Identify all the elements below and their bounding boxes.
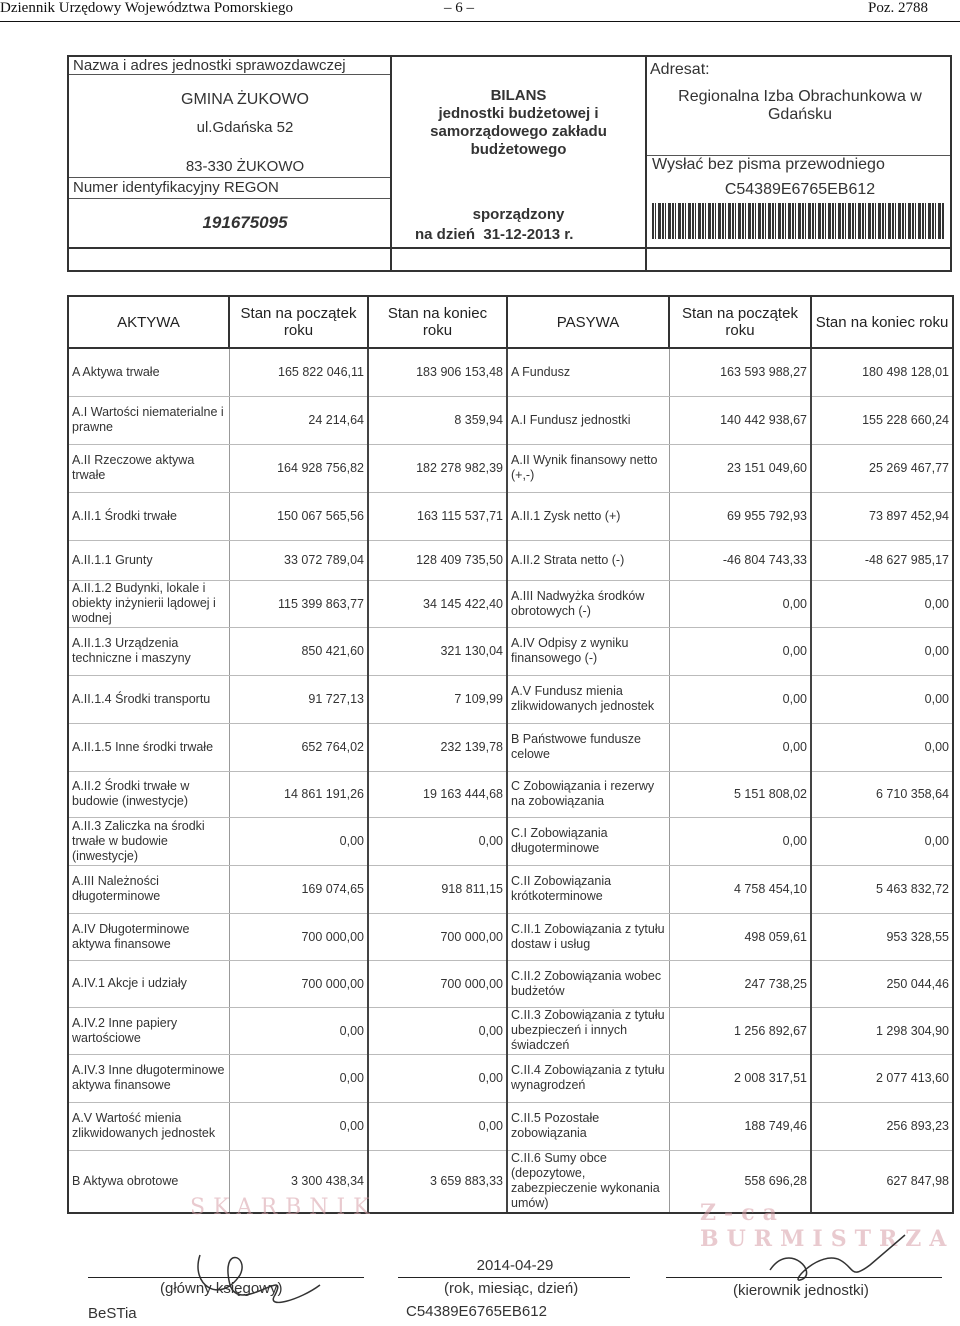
unit-label-rule bbox=[69, 74, 390, 75]
title-line-2: jednostki budżetowej i bbox=[438, 105, 599, 122]
table-row bbox=[68, 771, 953, 817]
liability-end: 25 269 467,77 bbox=[811, 444, 953, 492]
asset-name: A.IV.2 Inne papiery wartościowe bbox=[68, 1007, 229, 1054]
asset-start: 91 727,13 bbox=[229, 675, 368, 723]
table-row bbox=[68, 960, 953, 1007]
asset-start: 0,00 bbox=[229, 1102, 368, 1150]
liability-end: 0,00 bbox=[811, 723, 953, 771]
manager-label: (kierownik jednostki) bbox=[733, 1282, 869, 1299]
regon-value: 191675095 bbox=[202, 213, 288, 232]
asset-name: A.II.1.1 Grunty bbox=[68, 540, 229, 580]
liability-name: A Fundusz bbox=[507, 348, 669, 396]
asset-name: A.I Wartości niematerialne i prawne bbox=[68, 396, 229, 444]
liability-end: 0,00 bbox=[811, 675, 953, 723]
table-row bbox=[68, 492, 953, 540]
send-note: Wysłać bez pisma przewodniego bbox=[652, 156, 885, 173]
asset-name: A.V Wartość mienia zlikwidowanych jednostek bbox=[68, 1102, 229, 1150]
liability-name: A.IV Odpisy z wyniku finansowego (-) bbox=[507, 627, 669, 675]
asset-name: A.II.1.2 Budynki, lokale i obiekty inżynierii lądowej i wodnej bbox=[68, 580, 229, 627]
asset-name: A.II.2 Środki trwałe w budowie (inwestycje) bbox=[68, 771, 229, 817]
header-bottom-rule bbox=[69, 247, 950, 249]
report-title bbox=[392, 87, 645, 159]
asset-start: 169 074,65 bbox=[229, 865, 368, 913]
page-number: – 6 – bbox=[444, 0, 474, 16]
header-divider-2 bbox=[645, 55, 647, 272]
asset-start: 700 000,00 bbox=[229, 960, 368, 1007]
liability-name: A.V Fundusz mienia zlikwidowanych jednostek bbox=[507, 675, 669, 723]
manager-signature bbox=[760, 1230, 920, 1290]
asset-start: 3 300 438,34 bbox=[229, 1150, 368, 1213]
asset-name: A.II.1.5 Inne środki trwałe bbox=[68, 723, 229, 771]
prepared-label: sporządzony bbox=[472, 206, 565, 223]
asset-end: 0,00 bbox=[368, 1054, 507, 1102]
liability-start: -46 804 743,33 bbox=[669, 540, 811, 580]
liability-start: 247 738,25 bbox=[669, 960, 811, 1007]
liability-start: 5 151 808,02 bbox=[669, 771, 811, 817]
liability-end: 73 897 452,94 bbox=[811, 492, 953, 540]
asset-name: B Aktywa obrotowe bbox=[68, 1150, 229, 1213]
accountant-label: (główny księgowy) bbox=[160, 1280, 283, 1297]
asset-name: A.II.1.3 Urządzenia techniczne i maszyny bbox=[68, 627, 229, 675]
asset-end: 182 278 982,39 bbox=[368, 444, 507, 492]
addressee-label: Adresat: bbox=[650, 61, 710, 78]
table-header-row bbox=[68, 296, 953, 348]
liability-name: A.II Wynik finansowy netto (+,-) bbox=[507, 444, 669, 492]
unit-name: GMINA ŻUKOWO bbox=[181, 91, 309, 108]
regon-label: Numer identyfikacyjny REGON bbox=[73, 179, 279, 196]
col-assets: AKTYWA bbox=[68, 296, 229, 348]
regon-rule bbox=[69, 198, 390, 199]
asset-end: 918 811,15 bbox=[368, 865, 507, 913]
asset-end: 163 115 537,71 bbox=[368, 492, 507, 540]
liability-start: 4 758 454,10 bbox=[669, 865, 811, 913]
table-row bbox=[68, 348, 953, 396]
addressee-line-1: Regionalna Izba Obrachunkowa w bbox=[678, 88, 922, 105]
asset-start: 165 822 046,11 bbox=[229, 348, 368, 396]
liability-name: C Zobowiązania i rezerwy na zobowiązania bbox=[507, 771, 669, 817]
unit-street: ul.Gdańska 52 bbox=[196, 119, 294, 136]
table-row bbox=[68, 913, 953, 960]
stamp-mayor: Z-ca BURMISTRZA bbox=[700, 1200, 955, 1252]
addressee-line-2: Gdańsku bbox=[767, 106, 833, 123]
table-row bbox=[68, 1102, 953, 1150]
unit-postal: 83-330 ŻUKOWO bbox=[185, 158, 305, 175]
asset-end: 3 659 883,33 bbox=[368, 1150, 507, 1213]
asset-name: A.II.1.4 Środki transportu bbox=[68, 675, 229, 723]
table-row bbox=[68, 1007, 953, 1054]
liability-name: C.II.5 Pozostałe zobowiązania bbox=[507, 1102, 669, 1150]
asset-name: A.III Należności długoterminowe bbox=[68, 865, 229, 913]
date-caption: (rok, miesiąc, dzień) bbox=[444, 1280, 579, 1297]
asset-start: 164 928 756,82 bbox=[229, 444, 368, 492]
asset-end: 19 163 444,68 bbox=[368, 771, 507, 817]
liability-start: 558 696,28 bbox=[669, 1150, 811, 1213]
table-row bbox=[68, 723, 953, 771]
liability-start: 69 955 792,93 bbox=[669, 492, 811, 540]
table-row bbox=[68, 580, 953, 627]
liability-name: B Państwowe fundusze celowe bbox=[507, 723, 669, 771]
sigline-manager bbox=[666, 1277, 942, 1278]
asset-end: 34 145 422,40 bbox=[368, 580, 507, 627]
table-row bbox=[68, 444, 953, 492]
asset-start: 115 399 863,77 bbox=[229, 580, 368, 627]
liability-name: C.II.2 Zobowiązania wobec budżetów bbox=[507, 960, 669, 1007]
liability-end: 0,00 bbox=[811, 627, 953, 675]
sigline-accountant bbox=[88, 1277, 364, 1278]
liability-end: 0,00 bbox=[811, 817, 953, 865]
asset-end: 0,00 bbox=[368, 817, 507, 865]
liability-start: 1 256 892,67 bbox=[669, 1007, 811, 1054]
liability-end: 256 893,23 bbox=[811, 1102, 953, 1150]
table-row bbox=[68, 675, 953, 723]
asset-start: 0,00 bbox=[229, 1007, 368, 1054]
liability-end: 953 328,55 bbox=[811, 913, 953, 960]
asset-start: 24 214,64 bbox=[229, 396, 368, 444]
title-line-1: BILANS bbox=[490, 87, 547, 104]
document-code: C54389E6765EB612 bbox=[724, 181, 876, 198]
liability-name: A.II.1 Zysk netto (+) bbox=[507, 492, 669, 540]
unit-regon-rule bbox=[69, 177, 390, 178]
sigline-date bbox=[398, 1277, 630, 1278]
liability-name: C.II.1 Zobowiązania z tytułu dostaw i usług bbox=[507, 913, 669, 960]
col-liabilities-end: Stan na koniec roku bbox=[811, 296, 953, 348]
col-liabilities: PASYWA bbox=[507, 296, 669, 348]
liability-end: 180 498 128,01 bbox=[811, 348, 953, 396]
liability-name: C.I Zobowiązania długoterminowe bbox=[507, 817, 669, 865]
asset-name: A.II Rzeczowe aktywa trwałe bbox=[68, 444, 229, 492]
liability-name: A.II.2 Strata netto (-) bbox=[507, 540, 669, 580]
table-row bbox=[68, 540, 953, 580]
asset-start: 14 861 191,26 bbox=[229, 771, 368, 817]
software-name: BeSTia bbox=[88, 1305, 137, 1322]
col-assets-start: Stan na początek roku bbox=[229, 296, 368, 348]
asset-start: 0,00 bbox=[229, 1054, 368, 1102]
liability-end: 0,00 bbox=[811, 580, 953, 627]
asset-name: A.II.1 Środki trwałe bbox=[68, 492, 229, 540]
liability-name: C.II.3 Zobowiązania z tytułu ubezpieczeń i innych świadczeń bbox=[507, 1007, 669, 1054]
liability-start: 0,00 bbox=[669, 627, 811, 675]
asset-end: 232 139,78 bbox=[368, 723, 507, 771]
liability-start: 498 059,61 bbox=[669, 913, 811, 960]
balance-table bbox=[67, 295, 954, 1214]
position-number: Poz. 2788 bbox=[868, 0, 928, 16]
table-row bbox=[68, 817, 953, 865]
asset-start: 33 072 789,04 bbox=[229, 540, 368, 580]
report-date bbox=[415, 226, 573, 243]
table-row bbox=[68, 396, 953, 444]
liability-start: 0,00 bbox=[669, 580, 811, 627]
signing-date: 2014-04-29 bbox=[476, 1257, 554, 1274]
date-value: 31-12-2013 r. bbox=[483, 226, 574, 243]
liability-name: C.II.6 Sumy obce (depozytowe, zabezpieczenie wykonania umów) bbox=[507, 1150, 669, 1213]
liability-end: -48 627 985,17 bbox=[811, 540, 953, 580]
header-rule bbox=[0, 21, 960, 22]
asset-end: 321 130,04 bbox=[368, 627, 507, 675]
liability-name: C.II.4 Zobowiązania z tytułu wynagrodzeń bbox=[507, 1054, 669, 1102]
liability-start: 0,00 bbox=[669, 723, 811, 771]
liability-end: 627 847,98 bbox=[811, 1150, 953, 1213]
asset-name: A.IV Długoterminowe aktywa finansowe bbox=[68, 913, 229, 960]
asset-end: 8 359,94 bbox=[368, 396, 507, 444]
asset-start: 0,00 bbox=[229, 817, 368, 865]
asset-end: 128 409 735,50 bbox=[368, 540, 507, 580]
asset-name: A Aktywa trwałe bbox=[68, 348, 229, 396]
liability-start: 163 593 988,27 bbox=[669, 348, 811, 396]
asset-end: 700 000,00 bbox=[368, 960, 507, 1007]
asset-end: 7 109,99 bbox=[368, 675, 507, 723]
col-liabilities-start: Stan na początek roku bbox=[669, 296, 811, 348]
asset-start: 150 067 565,56 bbox=[229, 492, 368, 540]
table-row bbox=[68, 865, 953, 913]
liability-start: 2 008 317,51 bbox=[669, 1054, 811, 1102]
asset-start: 700 000,00 bbox=[229, 913, 368, 960]
journal-title: Dziennik Urzędowy Województwa Pomorskiego bbox=[0, 0, 294, 16]
col-assets-end: Stan na koniec roku bbox=[368, 296, 507, 348]
liability-name: A.I Fundusz jednostki bbox=[507, 396, 669, 444]
liability-end: 6 710 358,64 bbox=[811, 771, 953, 817]
footer-code: C54389E6765EB612 bbox=[406, 1303, 547, 1320]
asset-start: 652 764,02 bbox=[229, 723, 368, 771]
liability-start: 0,00 bbox=[669, 675, 811, 723]
liability-end: 2 077 413,60 bbox=[811, 1054, 953, 1102]
stamp-treasurer: SKARBNIK bbox=[190, 1195, 378, 1220]
asset-start: 850 421,60 bbox=[229, 627, 368, 675]
asset-end: 183 906 153,48 bbox=[368, 348, 507, 396]
asset-name: A.IV.3 Inne długoterminowe aktywa finansowe bbox=[68, 1054, 229, 1102]
liability-end: 1 298 304,90 bbox=[811, 1007, 953, 1054]
liability-start: 188 749,46 bbox=[669, 1102, 811, 1150]
asset-name: A.IV.1 Akcje i udziały bbox=[68, 960, 229, 1007]
date-label: na dzień bbox=[415, 226, 476, 243]
liability-end: 5 463 832,72 bbox=[811, 865, 953, 913]
liability-start: 140 442 938,67 bbox=[669, 396, 811, 444]
asset-name: A.II.3 Zaliczka na środki trwałe w budowie (inwestycje) bbox=[68, 817, 229, 865]
table-row bbox=[68, 1054, 953, 1102]
title-line-3: samorządowego zakładu bbox=[430, 123, 607, 140]
accountant-signature bbox=[180, 1225, 340, 1315]
title-line-4: budżetowego bbox=[470, 141, 567, 158]
unit-label: Nazwa i adres jednostki sprawozdawczej bbox=[73, 57, 346, 74]
asset-end: 0,00 bbox=[368, 1007, 507, 1054]
liability-name: A.III Nadwyżka środków obrotowych (-) bbox=[507, 580, 669, 627]
liability-name: C.II Zobowiązania krótkoterminowe bbox=[507, 865, 669, 913]
asset-end: 0,00 bbox=[368, 1102, 507, 1150]
barcode bbox=[652, 203, 944, 239]
table-row bbox=[68, 627, 953, 675]
liability-start: 0,00 bbox=[669, 817, 811, 865]
asset-end: 700 000,00 bbox=[368, 913, 507, 960]
liability-end: 250 044,46 bbox=[811, 960, 953, 1007]
liability-start: 23 151 049,60 bbox=[669, 444, 811, 492]
liability-end: 155 228 660,24 bbox=[811, 396, 953, 444]
